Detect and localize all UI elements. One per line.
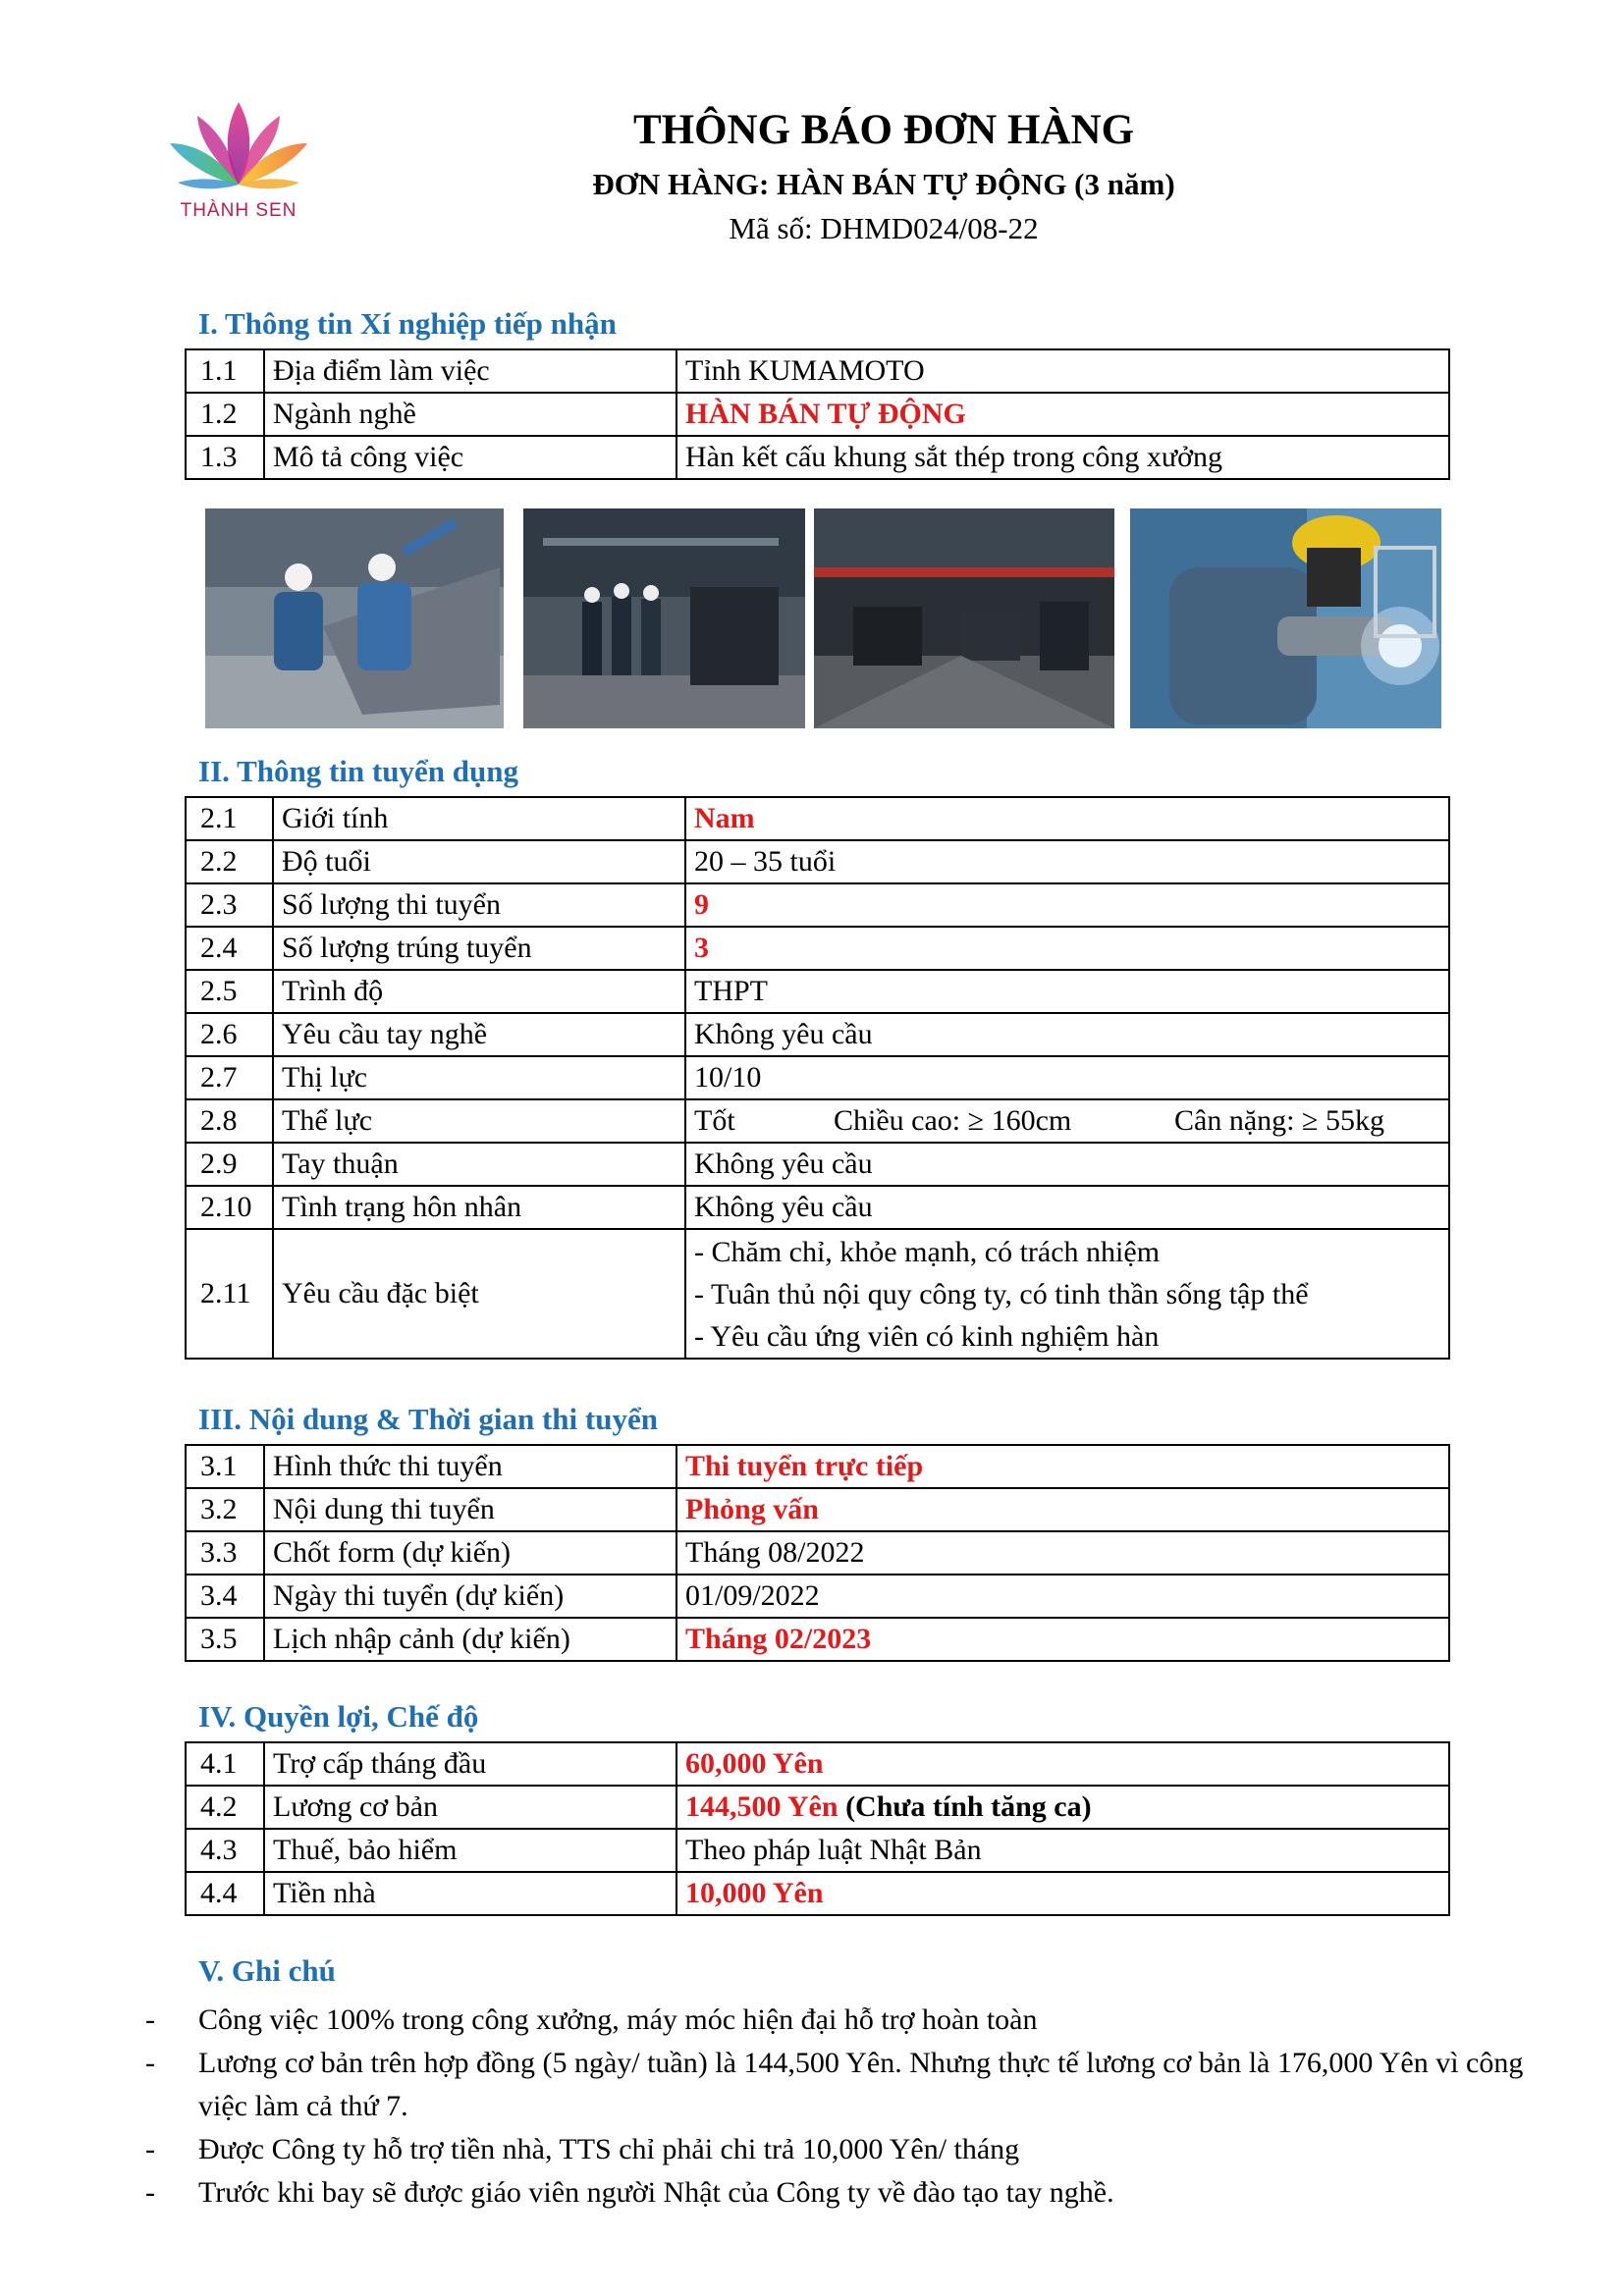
row-value: Tháng 08/2022 — [676, 1531, 1449, 1575]
table-row — [186, 436, 1449, 479]
row-number: 3.2 — [186, 1488, 264, 1531]
row-label: Thị lực — [273, 1056, 685, 1099]
section-4-table — [185, 1741, 1450, 1916]
document-title: THÔNG BÁO ĐƠN HÀNG — [632, 107, 1135, 153]
order-code — [491, 211, 1276, 246]
row-number: 2.11 — [186, 1229, 273, 1359]
row-label: Địa điểm làm việc — [264, 349, 676, 393]
row-value: Nam — [685, 797, 1449, 840]
note-text: Lương cơ bản trên hợp đồng (5 ngày/ tuần) là 144,500 Yên. Nhưng thực tế lương cơ bản là 176,000 Yên vì công việc làm cả thứ 7. — [198, 2047, 1524, 2122]
row-label: Hình thức thi tuyển — [264, 1445, 676, 1488]
row-number: 4.1 — [186, 1742, 264, 1786]
list-item — [137, 2171, 1551, 2215]
row-label: Lịch nhập cảnh (dự kiến) — [264, 1618, 676, 1661]
lotus-logo-icon — [160, 94, 317, 202]
table-row — [186, 1186, 1449, 1229]
note-text: Trước khi bay sẽ được giáo viên người Nhật của Công ty về đào tạo tay nghề. — [198, 2176, 1114, 2209]
row-number: 2.6 — [186, 1013, 273, 1056]
row-label: Số lượng trúng tuyển — [273, 927, 685, 970]
photo-factory-group — [523, 508, 805, 728]
weight-requirement: Cân nặng: ≥ 55kg — [1174, 1104, 1384, 1137]
row-label: Trợ cấp tháng đầu — [264, 1742, 676, 1786]
table-row — [186, 970, 1449, 1013]
row-label: Độ tuổi — [273, 840, 685, 883]
row-value-physical — [685, 1099, 1449, 1143]
section-2-table — [185, 796, 1450, 1360]
row-number: 1.1 — [186, 349, 264, 393]
row-value-salary — [676, 1786, 1449, 1829]
section-4-heading: IV. Quyền lợi, Chế độ — [198, 1699, 479, 1734]
requirement-line: - Yêu cầu ứng viên có kinh nghiệm hàn — [694, 1319, 1160, 1353]
row-number: 1.2 — [186, 393, 264, 436]
table-row — [186, 393, 1449, 436]
row-label: Thuế, bảo hiểm — [264, 1829, 676, 1872]
note-text: Công việc 100% trong công xưởng, máy móc hiện đại hỗ trợ hoàn toàn — [198, 2003, 1038, 2036]
table-row — [186, 1829, 1449, 1872]
table-row — [186, 1488, 1449, 1531]
row-number: 2.4 — [186, 927, 273, 970]
row-value: 10,000 Yên — [676, 1872, 1449, 1915]
physical-condition: Tốt — [694, 1104, 735, 1137]
table-row — [186, 1229, 1449, 1359]
table-row — [186, 1872, 1449, 1915]
section-3-table — [185, 1444, 1450, 1662]
row-label: Tay thuận — [273, 1143, 685, 1186]
row-value: 9 — [685, 883, 1449, 927]
row-number: 2.1 — [186, 797, 273, 840]
table-row — [186, 927, 1449, 970]
row-label: Giới tính — [273, 797, 685, 840]
row-number: 2.3 — [186, 883, 273, 927]
row-value: Không yêu cầu — [685, 1013, 1449, 1056]
special-requirements — [685, 1229, 1449, 1359]
row-label: Tiền nhà — [264, 1872, 676, 1915]
table-row — [186, 349, 1449, 393]
row-number: 2.5 — [186, 970, 273, 1013]
table-row — [186, 1445, 1449, 1488]
row-value: Phỏng vấn — [676, 1488, 1449, 1531]
table-row — [186, 1013, 1449, 1056]
row-label: Ngày thi tuyển (dự kiến) — [264, 1575, 676, 1618]
row-label: Yêu cầu đặc biệt — [273, 1229, 685, 1359]
row-label: Lương cơ bản — [264, 1786, 676, 1829]
table-row — [186, 1056, 1449, 1099]
row-label: Số lượng thi tuyển — [273, 883, 685, 927]
row-value: Không yêu cầu — [685, 1186, 1449, 1229]
height-requirement: Chiều cao: ≥ 160cm — [834, 1104, 1072, 1137]
row-number: 2.9 — [186, 1143, 273, 1186]
table-row — [186, 1143, 1449, 1186]
row-number: 2.8 — [186, 1099, 273, 1143]
row-value: Tháng 02/2023 — [676, 1618, 1449, 1661]
row-label: Thể lực — [273, 1099, 685, 1143]
table-row — [186, 1742, 1449, 1786]
list-item — [137, 1999, 1551, 2042]
requirement-line: - Tuân thủ nội quy công ty, có tinh thần sống tập thể — [694, 1277, 1309, 1310]
row-value: Thi tuyển trực tiếp — [676, 1445, 1449, 1488]
section-2-heading: II. Thông tin tuyển dụng — [198, 754, 518, 788]
row-label: Mô tả công việc — [264, 436, 676, 479]
row-number: 4.3 — [186, 1829, 264, 1872]
section-1-table — [185, 348, 1450, 480]
order-code-value: DHMD024/08-22 — [820, 211, 1039, 245]
row-value: 3 — [685, 927, 1449, 970]
section-1-heading: I. Thông tin Xí nghiệp tiếp nhận — [198, 306, 617, 341]
bullet-dash: - — [145, 2047, 155, 2079]
section-5-heading: V. Ghi chú — [198, 1953, 336, 1988]
row-number: 3.1 — [186, 1445, 264, 1488]
table-row — [186, 1575, 1449, 1618]
table-row — [186, 1531, 1449, 1575]
table-row — [186, 1099, 1449, 1143]
table-row — [186, 883, 1449, 927]
row-label: Ngành nghề — [264, 393, 676, 436]
row-number: 2.7 — [186, 1056, 273, 1099]
row-number: 3.3 — [186, 1531, 264, 1575]
company-logo — [160, 94, 317, 232]
row-value: Theo pháp luật Nhật Bản — [676, 1829, 1449, 1872]
row-number: 3.4 — [186, 1575, 264, 1618]
row-label: Tình trạng hôn nhân — [273, 1186, 685, 1229]
list-item — [137, 2128, 1551, 2171]
row-number: 2.2 — [186, 840, 273, 883]
salary-note: (Chưa tính tăng ca) — [838, 1790, 1092, 1823]
row-value: Không yêu cầu — [685, 1143, 1449, 1186]
row-number: 2.10 — [186, 1186, 273, 1229]
row-value: Tỉnh KUMAMOTO — [676, 349, 1449, 393]
row-value: 10/10 — [685, 1056, 1449, 1099]
row-number: 4.4 — [186, 1872, 264, 1915]
table-row — [186, 840, 1449, 883]
bullet-dash: - — [145, 2003, 155, 2036]
note-text: Được Công ty hỗ trợ tiền nhà, TTS chỉ phải chi trả 10,000 Yên/ tháng — [198, 2133, 1020, 2165]
basic-salary: 144,500 Yên — [685, 1790, 839, 1823]
photo-factory-hall — [814, 508, 1114, 728]
logo-text: THÀNH SEN — [180, 200, 298, 221]
table-row — [186, 797, 1449, 840]
notes-list — [137, 1999, 1551, 2215]
row-value: 60,000 Yên — [676, 1742, 1449, 1786]
photo-welder — [1130, 508, 1441, 728]
row-label: Chốt form (dự kiến) — [264, 1531, 676, 1575]
row-number: 3.5 — [186, 1618, 264, 1661]
row-label: Yêu cầu tay nghề — [273, 1013, 685, 1056]
table-row — [186, 1786, 1449, 1829]
requirement-line: - Chăm chỉ, khỏe mạnh, có trách nhiệm — [694, 1235, 1161, 1268]
table-row — [186, 1618, 1449, 1661]
order-code-label: Mã số: — [729, 211, 821, 245]
bullet-dash: - — [145, 2133, 155, 2165]
row-label: Trình độ — [273, 970, 685, 1013]
row-value: THPT — [685, 970, 1449, 1013]
photo-workers-inspection — [205, 508, 504, 728]
row-value: 01/09/2022 — [676, 1575, 1449, 1618]
row-value: HÀN BÁN TỰ ĐỘNG — [676, 393, 1449, 436]
row-value: Hàn kết cấu khung sắt thép trong công xưởng — [676, 436, 1449, 479]
row-number: 1.3 — [186, 436, 264, 479]
list-item — [137, 2042, 1551, 2128]
document-subtitle: ĐƠN HÀNG: HÀN BÁN TỰ ĐỘNG (3 năm) — [592, 167, 1175, 201]
section-3-heading: III. Nội dung & Thời gian thi tuyển — [198, 1402, 658, 1436]
row-label: Nội dung thi tuyển — [264, 1488, 676, 1531]
bullet-dash: - — [145, 2176, 155, 2209]
row-number: 4.2 — [186, 1786, 264, 1829]
row-value: 20 – 35 tuổi — [685, 840, 1449, 883]
